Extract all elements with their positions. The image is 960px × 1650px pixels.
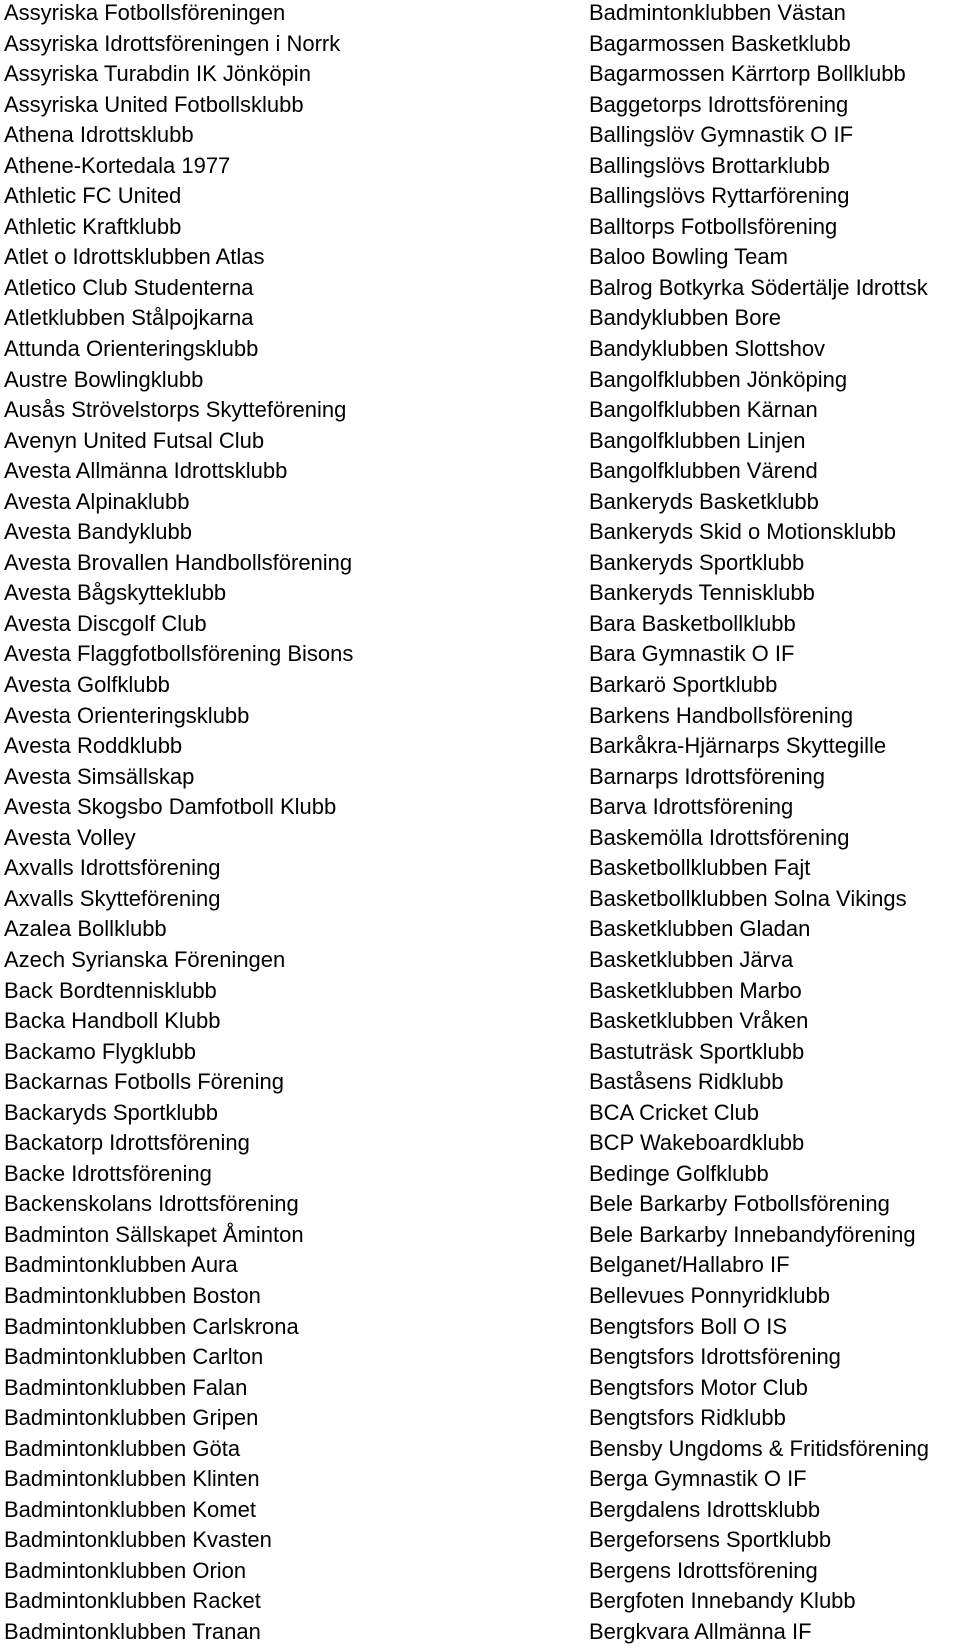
list-item: Barnarps Idrottsförening — [589, 763, 826, 789]
list-item: Bedinge Golfklubb — [589, 1160, 769, 1186]
list-item: Athene-Kortedala 1977 — [4, 152, 231, 178]
list-item: Ausås Strövelstorps Skytteförening — [4, 397, 347, 423]
list-item: Assyriska Turabdin IK Jönköpin — [4, 61, 311, 87]
list-item: Bangolfklubben Kärnan — [589, 397, 818, 423]
list-item: Basketklubben Järva — [589, 946, 794, 972]
list-item: Backatorp Idrottsförening — [4, 1130, 250, 1156]
list-item: Atletico Club Studenterna — [4, 274, 254, 300]
list-item: Bandyklubben Bore — [589, 305, 782, 331]
list-item: BCA Cricket Club — [589, 1099, 759, 1125]
list-item: Barkåkra-Hjärnarps Skyttegille — [589, 733, 887, 759]
list-item: Atletklubben Stålpojkarna — [4, 305, 254, 331]
list-item: Badmintonklubben Västan — [589, 0, 846, 25]
list-item: Bergeforsens Sportklubb — [589, 1527, 832, 1553]
list-item: Basketklubben Gladan — [589, 916, 811, 942]
list-item: Backamo Flygklubb — [4, 1038, 196, 1064]
list-item: Basketbollklubben Fajt — [589, 855, 811, 881]
list-item: Bangolfklubben Jönköping — [589, 366, 848, 392]
list-item: Avesta Simsällskap — [4, 763, 195, 789]
list-item: Badmintonklubben Boston — [4, 1282, 261, 1308]
list-item: Austre Bowlingklubb — [4, 366, 204, 392]
list-item: Backaryds Sportklubb — [4, 1099, 218, 1125]
list-item: Backa Handboll Klubb — [4, 1008, 221, 1034]
list-item: Badmintonklubben Komet — [4, 1496, 256, 1522]
list-item: Badmintonklubben Kvasten — [4, 1527, 272, 1553]
list-item: Bergens Idrottsförening — [589, 1557, 818, 1583]
list-item: Bankeryds Sportklubb — [589, 549, 805, 575]
list-item: Bangolfklubben Linjen — [589, 427, 806, 453]
list-item: BCP Wakeboardklubb — [589, 1130, 805, 1156]
list-item: Azalea Bollklubb — [4, 916, 167, 942]
list-item: Badminton Sällskapet Åminton — [4, 1221, 304, 1247]
list-item: Badmintonklubben Tranan — [4, 1618, 261, 1644]
list-item: Baloo Bowling Team — [589, 244, 788, 270]
list-item: Bengtsfors Motor Club — [589, 1374, 808, 1400]
list-item: Baståsens Ridklubb — [589, 1069, 784, 1095]
list-item: Avesta Bågskytteklubb — [4, 580, 227, 606]
list-item: Axvalls Idrottsförening — [4, 855, 221, 881]
list-item: Backenskolans Idrottsförening — [4, 1191, 299, 1217]
list-item: Belganet/Hallabro IF — [589, 1252, 790, 1278]
list-item: Bergkvara Allmänna IF — [589, 1618, 812, 1644]
left-column — [4, 0, 564, 1650]
list-item: Bele Barkarby Fotbollsförening — [589, 1191, 890, 1217]
list-item: Ballingslöv Gymnastik O IF — [589, 122, 854, 148]
list-item: Bandyklubben Slottshov — [589, 336, 826, 362]
list-item: Bengtsfors Idrottsförening — [589, 1344, 841, 1370]
list-item: Bergdalens Idrottsklubb — [589, 1496, 821, 1522]
list-item: Bangolfklubben Värend — [589, 458, 818, 484]
right-column — [589, 0, 960, 1650]
list-item: Badmintonklubben Racket — [4, 1588, 261, 1614]
list-item: Barkarö Sportklubb — [589, 672, 778, 698]
list-item: Assyriska United Fotbollsklubb — [4, 91, 304, 117]
list-item: Barkens Handbollsförening — [589, 702, 854, 728]
list-item: Athletic FC United — [4, 183, 182, 209]
list-item: Bankeryds Tennisklubb — [589, 580, 815, 606]
list-item: Avesta Alpinaklubb — [4, 488, 190, 514]
list-item: Bagarmossen Basketklubb — [589, 30, 851, 56]
list-item: Basketbollklubben Solna Vikings — [589, 885, 907, 911]
list-item: Ballingslövs Ryttarförening — [589, 183, 850, 209]
list-item: Avesta Bandyklubb — [4, 519, 192, 545]
list-item: Badmintonklubben Gripen — [4, 1405, 259, 1431]
list-item: Badmintonklubben Carlton — [4, 1344, 264, 1370]
list-item: Basketklubben Vråken — [589, 1008, 809, 1034]
list-item: Avenyn United Futsal Club — [4, 427, 265, 453]
list-item: Assyriska Idrottsföreningen i Norrk — [4, 30, 341, 56]
list-item: Attunda Orienteringsklubb — [4, 336, 259, 362]
list-item: Assyriska Fotbollsföreningen — [4, 0, 286, 25]
list-item: Atlet o Idrottsklubben Atlas — [4, 244, 265, 270]
list-item: Backarnas Fotbolls Förening — [4, 1069, 285, 1095]
list-item: Bankeryds Basketklubb — [589, 488, 819, 514]
list-item: Baskemölla Idrottsförening — [589, 824, 850, 850]
list-item: Avesta Discgolf Club — [4, 610, 207, 636]
list-item: Baggetorps Idrottsförening — [589, 91, 849, 117]
list-item: Badmintonklubben Klinten — [4, 1466, 260, 1492]
list-item: Bankeryds Skid o Motionsklubb — [589, 519, 896, 545]
list-item: Badmintonklubben Falan — [4, 1374, 248, 1400]
list-item: Avesta Volley — [4, 824, 136, 850]
list-item: Bergfoten Innebandy Klubb — [589, 1588, 856, 1614]
list-item: Avesta Flaggfotbollsförening Bisons — [4, 641, 354, 667]
list-item: Basketklubben Marbo — [589, 977, 802, 1003]
list-item: Badmintonklubben Carlskrona — [4, 1313, 299, 1339]
list-item: Bellevues Ponnyridklubb — [589, 1282, 830, 1308]
list-item: Avesta Golfklubb — [4, 672, 170, 698]
list-item: Athena Idrottsklubb — [4, 122, 194, 148]
list-item: Badmintonklubben Göta — [4, 1435, 241, 1461]
list-item: Badmintonklubben Orion — [4, 1557, 247, 1583]
list-item: Avesta Skogsbo Damfotboll Klubb — [4, 794, 337, 820]
list-item: Bengtsfors Ridklubb — [589, 1405, 786, 1431]
list-item: Athletic Kraftklubb — [4, 213, 182, 239]
list-item: Balltorps Fotbollsförening — [589, 213, 838, 239]
list-item: Barva Idrottsförening — [589, 794, 794, 820]
list-item: Backe Idrottsförening — [4, 1160, 212, 1186]
list-item: Bele Barkarby Innebandyförening — [589, 1221, 916, 1247]
list-item: Avesta Brovallen Handbollsförening — [4, 549, 353, 575]
list-item: Badmintonklubben Aura — [4, 1252, 238, 1278]
list-item: Bengtsfors Boll O IS — [589, 1313, 788, 1339]
list-item: Bara Gymnastik O IF — [589, 641, 795, 667]
list-item: Back Bordtennisklubb — [4, 977, 217, 1003]
list-item: Berga Gymnastik O IF — [589, 1466, 807, 1492]
list-item: Bagarmossen Kärrtorp Bollklubb — [589, 61, 906, 87]
list-item: Ballingslövs Brottarklubb — [589, 152, 830, 178]
list-item: Avesta Allmänna Idrottsklubb — [4, 458, 288, 484]
list-item: Bara Basketbollklubb — [589, 610, 796, 636]
list-item: Axvalls Skytteförening — [4, 885, 221, 911]
list-item: Avesta Roddklubb — [4, 733, 183, 759]
list-item: Azech Syrianska Föreningen — [4, 946, 286, 972]
list-item: Bastuträsk Sportklubb — [589, 1038, 805, 1064]
list-item: Bensby Ungdoms & Fritidsförening — [589, 1435, 929, 1461]
list-item: Balrog Botkyrka Södertälje Idrottsk — [589, 274, 928, 300]
list-item: Avesta Orienteringsklubb — [4, 702, 250, 728]
